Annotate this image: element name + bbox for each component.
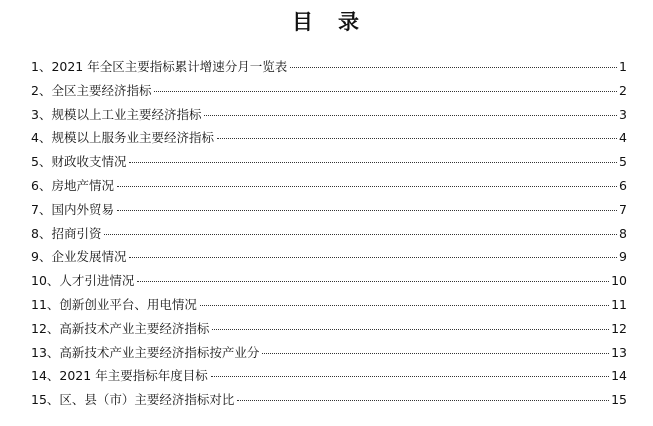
table-of-contents bbox=[31, 55, 627, 412]
dot-leader bbox=[129, 257, 617, 258]
toc-entry[interactable] bbox=[31, 79, 627, 103]
toc-entry-label: 9、企业发展情况 bbox=[31, 249, 127, 265]
dot-leader bbox=[262, 353, 609, 354]
toc-entry-label: 2、全区主要经济指标 bbox=[31, 82, 152, 98]
toc-page-number: 8 bbox=[619, 225, 627, 241]
toc-entry[interactable] bbox=[31, 364, 627, 388]
dot-leader bbox=[129, 162, 617, 163]
toc-page-number: 1 bbox=[619, 59, 627, 74]
toc-entry-label: 4、规模以上服务业主要经济指标 bbox=[31, 130, 214, 146]
toc-page-number: 10 bbox=[611, 273, 627, 289]
toc-entry-label: 8、招商引资 bbox=[31, 225, 102, 241]
toc-entry[interactable] bbox=[31, 245, 627, 269]
toc-entry-label: 14、2021 年主要指标年度目标 bbox=[31, 368, 208, 384]
toc-page-number: 15 bbox=[611, 392, 627, 408]
toc-page-number: 5 bbox=[619, 154, 627, 170]
toc-page-number: 4 bbox=[619, 130, 627, 146]
page-title: 目 录 bbox=[292, 10, 361, 34]
toc-entry-label: 5、财政收支情况 bbox=[31, 154, 127, 170]
dot-leader bbox=[290, 67, 617, 68]
dot-leader bbox=[104, 234, 617, 235]
toc-entry-label: 3、规模以上工业主要经济指标 bbox=[31, 106, 202, 122]
dot-leader bbox=[154, 91, 617, 92]
toc-page-number: 11 bbox=[611, 296, 627, 312]
dot-leader bbox=[137, 281, 609, 282]
toc-entry[interactable] bbox=[31, 222, 627, 246]
dot-leader bbox=[237, 400, 609, 401]
dot-leader bbox=[204, 115, 617, 116]
toc-page-number: 3 bbox=[619, 106, 627, 122]
toc-entry-label: 6、房地产情况 bbox=[31, 177, 114, 193]
toc-entry-label: 10、人才引进情况 bbox=[31, 273, 135, 289]
dot-leader bbox=[117, 186, 617, 187]
toc-entry[interactable] bbox=[31, 103, 627, 127]
toc-page-number: 9 bbox=[619, 249, 627, 265]
toc-entry[interactable] bbox=[31, 293, 627, 317]
toc-entry-label: 1、2021 年全区主要指标累计增速分月一览表 bbox=[31, 59, 288, 74]
toc-entry[interactable] bbox=[31, 126, 627, 150]
dot-leader bbox=[117, 210, 617, 211]
toc-entry[interactable] bbox=[31, 317, 627, 341]
toc-entry[interactable] bbox=[31, 269, 627, 293]
dot-leader bbox=[211, 376, 609, 377]
toc-page-number: 13 bbox=[611, 344, 627, 360]
toc-entry-label: 7、国内外贸易 bbox=[31, 201, 114, 217]
toc-entry[interactable] bbox=[31, 55, 627, 79]
dot-leader bbox=[217, 138, 617, 139]
toc-entry-label: 11、创新创业平台、用电情况 bbox=[31, 296, 197, 312]
toc-entry[interactable] bbox=[31, 174, 627, 198]
dot-leader bbox=[200, 305, 609, 306]
toc-page-number: 2 bbox=[619, 82, 627, 98]
toc-entry-label: 15、区、县（市）主要经济指标对比 bbox=[31, 392, 235, 408]
toc-page-number: 7 bbox=[619, 201, 627, 217]
toc-entry-label: 12、高新技术产业主要经济指标 bbox=[31, 320, 210, 336]
toc-page-number: 12 bbox=[611, 320, 627, 336]
toc-entry[interactable] bbox=[31, 150, 627, 174]
toc-entry-label: 13、高新技术产业主要经济指标按产业分 bbox=[31, 344, 260, 360]
toc-entry[interactable] bbox=[31, 341, 627, 365]
toc-page-number: 6 bbox=[619, 177, 627, 193]
toc-entry[interactable] bbox=[31, 198, 627, 222]
dot-leader bbox=[212, 329, 609, 330]
toc-page-number: 14 bbox=[611, 368, 627, 384]
toc-entry[interactable] bbox=[31, 388, 627, 412]
